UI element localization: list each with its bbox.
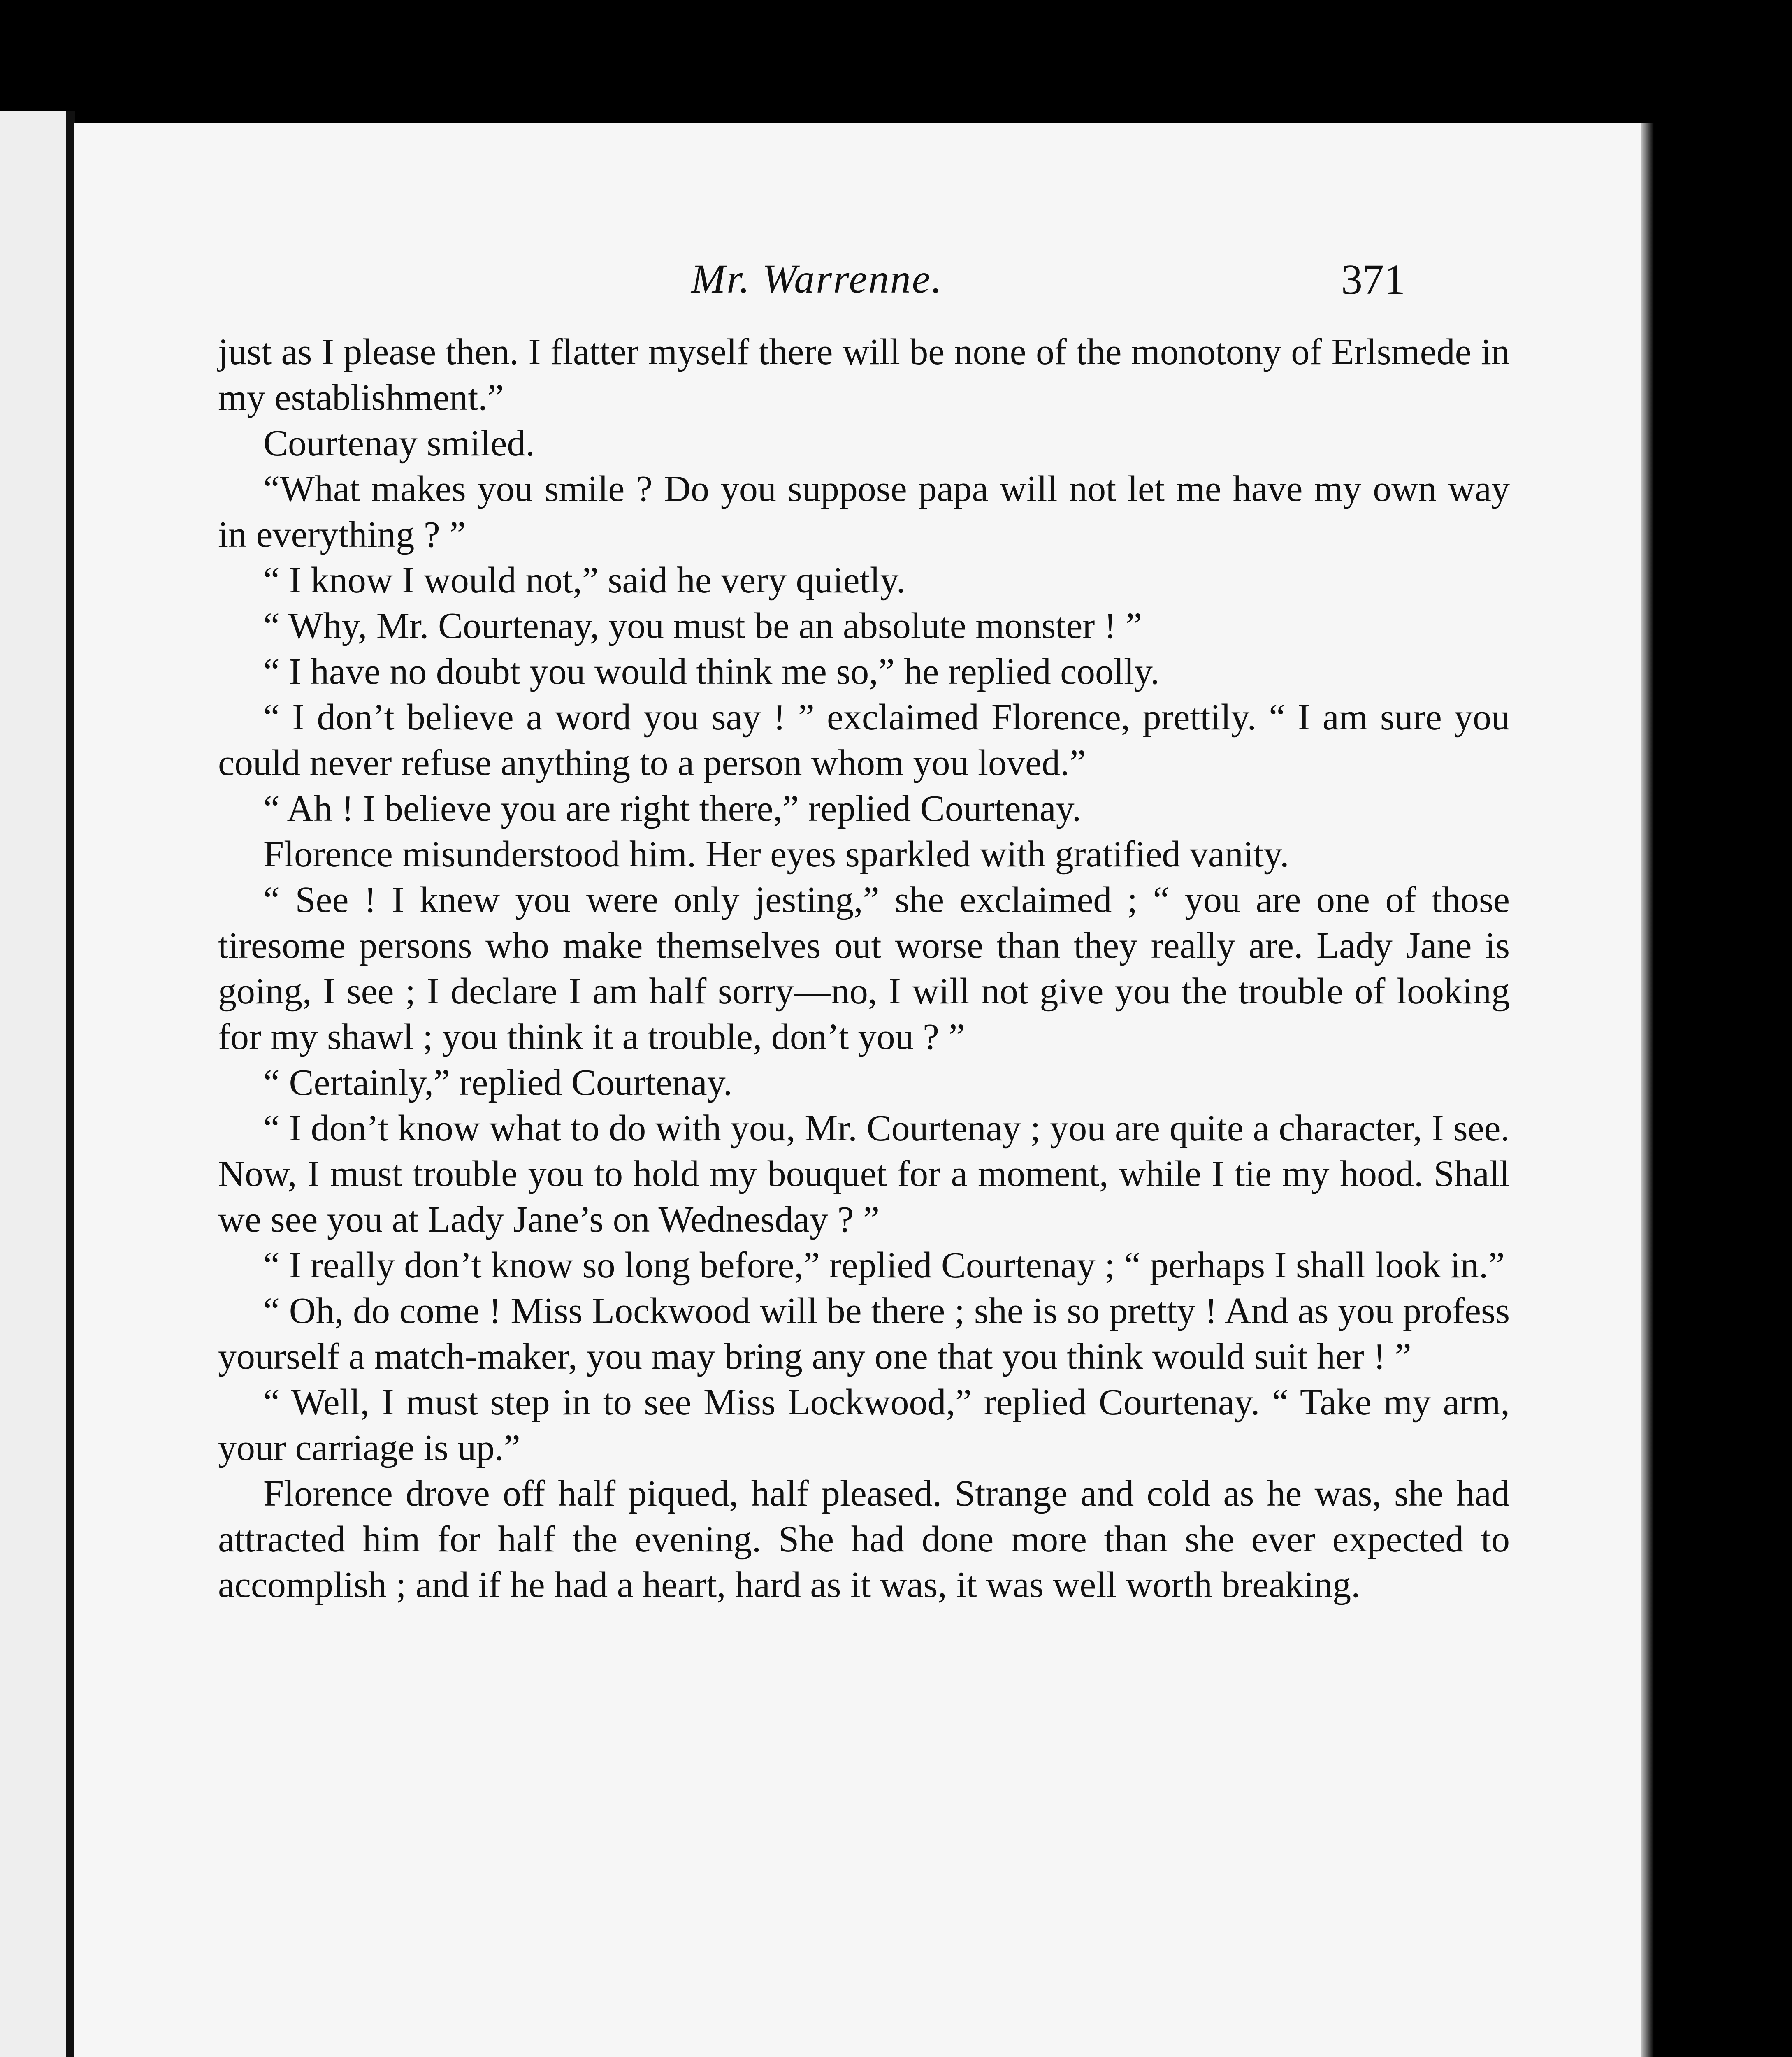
paragraph: “ I don’t believe a word you say ! ” exclaimed Florence, prettily. “ I am sure you could never refuse anything to a person whom you loved.” xyxy=(218,697,1510,783)
paragraph: “ I know I would not,” said he very quietly. xyxy=(263,560,906,601)
paragraph: “What makes you smile ? Do you suppose papa will not let me have my own way in everything ? ” xyxy=(218,469,1510,555)
paragraph: “ I don’t know what to do with you, Mr. Courtenay ; you are quite a character, I see. Now, I must trouble you to hold my bouquet for a moment, while I tie my hood. Shall we see you at Lady Jane’s on Wednesday ? ” xyxy=(218,1108,1510,1240)
page-header xyxy=(74,255,1654,313)
body-text xyxy=(218,329,1510,1608)
paragraph: “ Certainly,” replied Courtenay. xyxy=(263,1062,733,1103)
paragraph: “ Why, Mr. Courtenay, you must be an absolute monster ! ” xyxy=(263,606,1142,646)
paragraph: Florence misunderstood him. Her eyes sparkled with gratified vanity. xyxy=(263,834,1289,875)
paragraph: “ Well, I must step in to see Miss Lockwood,” replied Courtenay. “ Take my arm, your carriage is up.” xyxy=(218,1382,1510,1468)
running-title: Mr. Warrenne. xyxy=(691,256,943,302)
paragraph: “ See ! I knew you were only jesting,” she exclaimed ; “ you are one of those tiresome persons who make themselves out worse than they really are. Lady Jane is going, I see ; I declare I am half sorry—no, I will not give you the trouble of looking for my shawl ; you think it a trouble, don’t you ? ” xyxy=(218,880,1510,1057)
page-number: 371 xyxy=(1341,256,1405,303)
paragraph: “ I have no doubt you would think me so,” he replied coolly. xyxy=(263,651,1160,692)
paragraph: Florence drove off half piqued, half pleased. Strange and cold as he was, she had attracted him for half the evening. She had done more than she ever expected to accomplish ; and if he had a heart, hard as it was, it was well worth breaking. xyxy=(218,1473,1510,1605)
book-page xyxy=(74,123,1654,2057)
paragraph: “ I really don’t know so long before,” replied Courtenay ; “ perhaps I shall look in.” xyxy=(263,1245,1505,1286)
paragraph: just as I please then. I flatter myself there will be none of the monotony of Erlsmede in my establishment.” xyxy=(218,332,1510,418)
left-page-edge xyxy=(0,111,75,2057)
paragraph: “ Oh, do come ! Miss Lockwood will be there ; she is so pretty ! And as you profess yourself a match-maker, you may bring any one that you think would suit her ! ” xyxy=(218,1291,1510,1377)
page-shadow-edge xyxy=(1641,123,1654,2057)
paragraph: Courtenay smiled. xyxy=(263,423,535,464)
paragraph: “ Ah ! I believe you are right there,” replied Courtenay. xyxy=(263,788,1082,829)
